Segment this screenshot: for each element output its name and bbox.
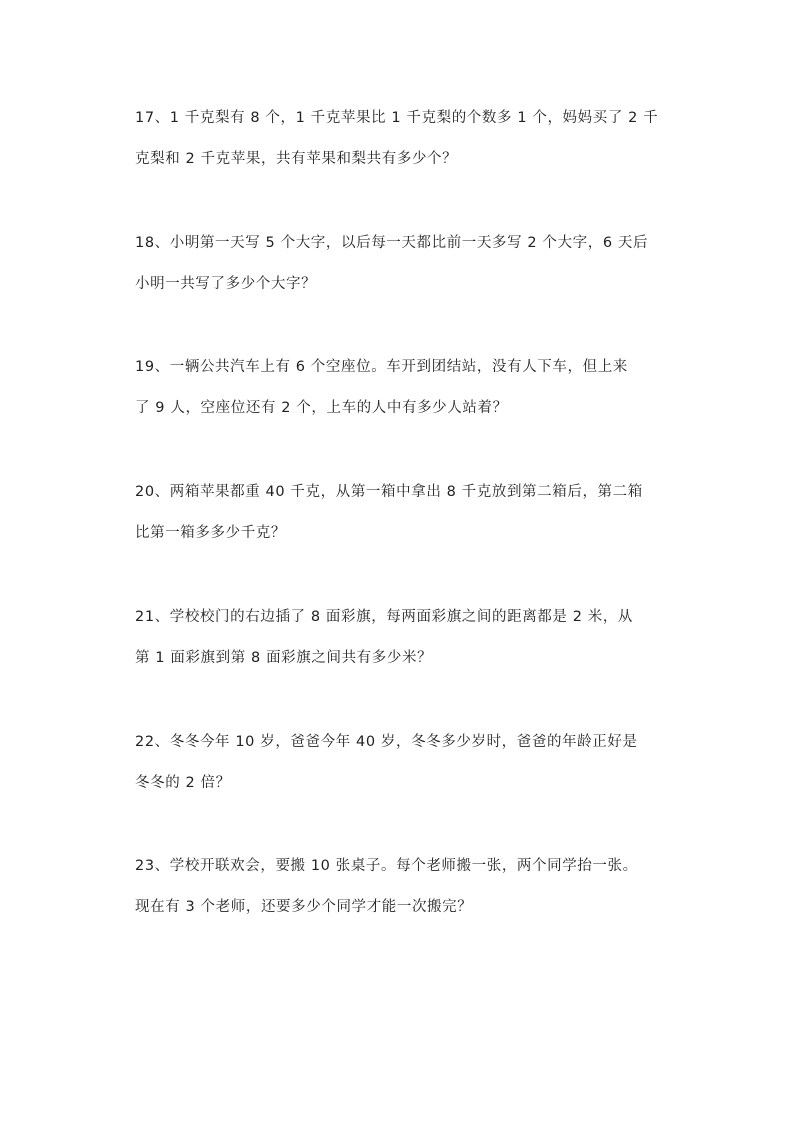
problem-20: [135, 482, 670, 543]
problem-17-line-2: 克梨和 2 千克苹果，共有苹果和梨共有多少个？: [135, 151, 458, 167]
problem-20-line-2: 比第一箱多多少千克？: [135, 525, 286, 541]
problem-22-line-2: 冬冬的 2 倍？: [135, 775, 231, 791]
problem-19-line-2: 了 9 人，空座位还有 2 个，上车的人中有多少人站着？: [135, 400, 508, 416]
problem-17-line-1: 17、1 千克梨有 8 个，1 千克苹果比 1 千克梨的个数多 1 个，妈妈买了 2 千: [135, 110, 659, 126]
problem-23-line-2: 现在有 3 个老师，还要多少个同学才能一次搬完？: [135, 899, 473, 915]
problem-18: [135, 233, 670, 294]
problem-18-line-1: 18、小明第一天写 5 个大字，以后每一天都比前一天多写 2 个大字，6 天后: [135, 235, 649, 251]
problem-21-line-1: 21、学校校门的右边插了 8 面彩旗，每两面彩旗之间的距离都是 2 米，从: [135, 609, 634, 625]
problem-21-line-2: 第 1 面彩旗到第 8 面彩旗之间共有多少米？: [135, 650, 433, 666]
problem-22: [135, 732, 670, 793]
problem-18-line-2: 小明一共写了多少个大字？: [135, 276, 317, 292]
problem-19: [135, 357, 670, 418]
problem-21: [135, 607, 670, 668]
problem-19-line-1: 19、一辆公共汽车上有 6 个空座位。车开到团结站，没有人下车，但上来: [135, 359, 628, 375]
problem-22-line-1: 22、冬冬今年 10 岁，爸爸今年 40 岁，冬冬多少岁时，爸爸的年龄正好是: [135, 734, 638, 750]
problem-23: [135, 856, 670, 917]
problem-20-line-1: 20、两箱苹果都重 40 千克，从第一箱中拿出 8 千克放到第二箱后，第二箱: [135, 484, 643, 500]
problem-17: [135, 108, 670, 169]
problem-23-line-1: 23、学校开联欢会，要搬 10 张桌子。每个老师搬一张，两个同学抬一张。: [135, 858, 638, 874]
